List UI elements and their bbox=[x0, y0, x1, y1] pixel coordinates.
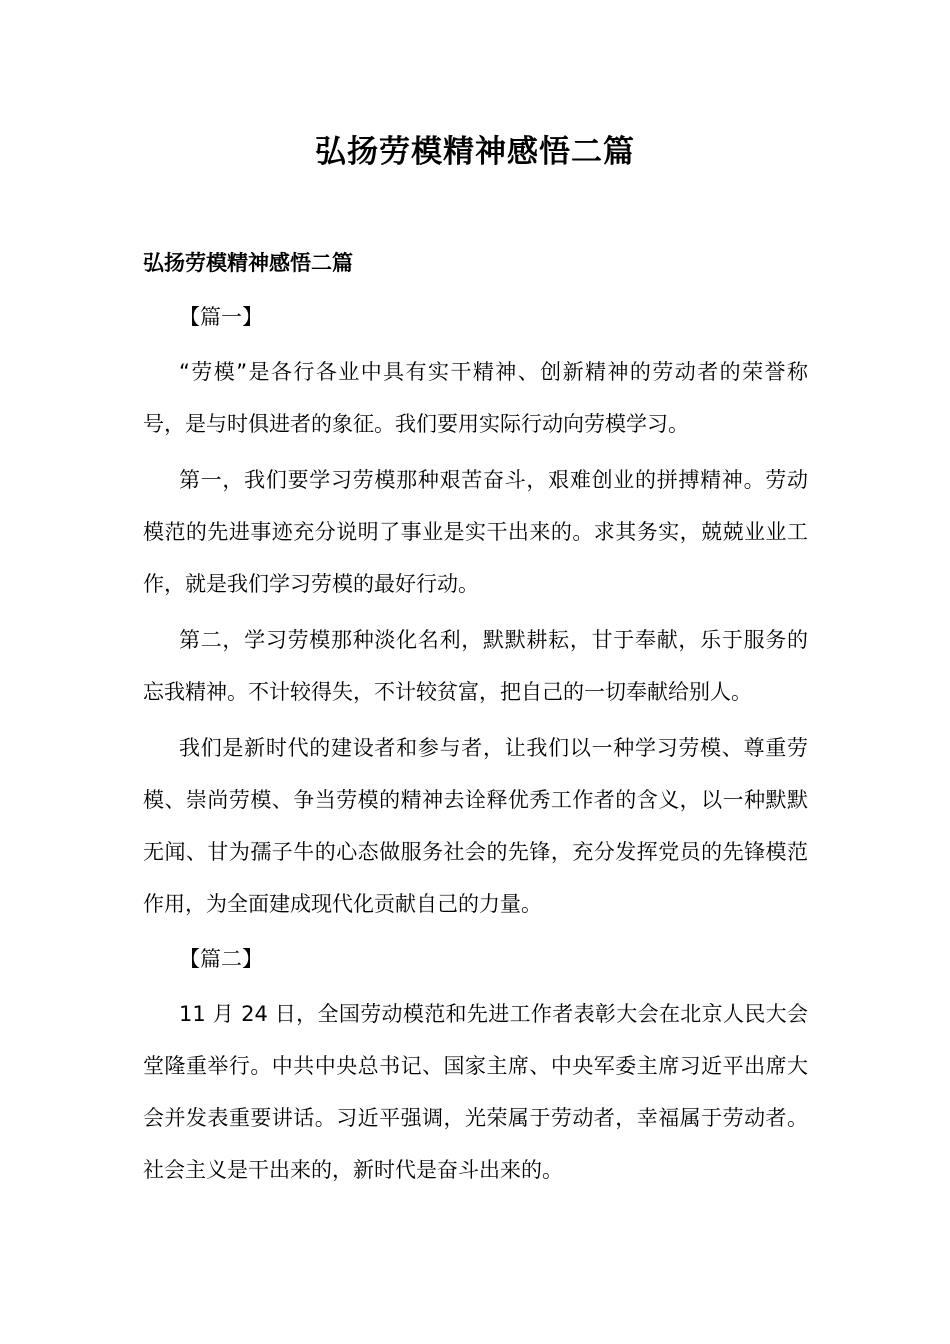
paragraph: “劳模”是各行各业中具有实干精神、创新精神的劳动者的荣誉称号，是与时俱进者的象征。我们要用实际行动向劳模学习。 bbox=[143, 360, 808, 436]
section-label-1: 【篇一】 bbox=[179, 305, 263, 329]
document-subtitle: 弘扬劳模精神感悟二篇 bbox=[143, 251, 353, 275]
paragraph: 11 月 24 日，全国劳动模范和先进工作者表彰大会在北京人民大会堂隆重举行。中共中央总书记、国家主席、中央军委主席习近平出席大会并发表重要讲话。习近平强调，光荣属于劳动者，幸福属于劳动者。社会主义是干出来的，新时代是奋斗出来的。 bbox=[143, 1002, 808, 1182]
section-label-2: 【篇二】 bbox=[179, 947, 263, 971]
document-title: 弘扬劳模精神感悟二篇 bbox=[315, 134, 635, 170]
paragraph: 我们是新时代的建设者和参与者，让我们以一种学习劳模、尊重劳模、崇尚劳模、争当劳模的精神去诠释优秀工作者的含义，以一种默默无闻、甘为孺子牛的心态做服务社会的先锋，充分发挥党员的先锋模范作用，为全面建成现代化贡献自己的力量。 bbox=[143, 736, 808, 916]
paragraph: 第一，我们要学习劳模那种艰苦奋斗，艰难创业的拼搏精神。劳动模范的先进事迹充分说明了事业是实干出来的。求其务实，兢兢业业工作，就是我们学习劳模的最好行动。 bbox=[143, 468, 808, 596]
paragraph: 第二，学习劳模那种淡化名利，默默耕耘，甘于奉献，乐于服务的忘我精神。不计较得失，不计较贫富，把自己的一切奉献给别人。 bbox=[143, 628, 808, 704]
document-body bbox=[143, 238, 808, 1200]
